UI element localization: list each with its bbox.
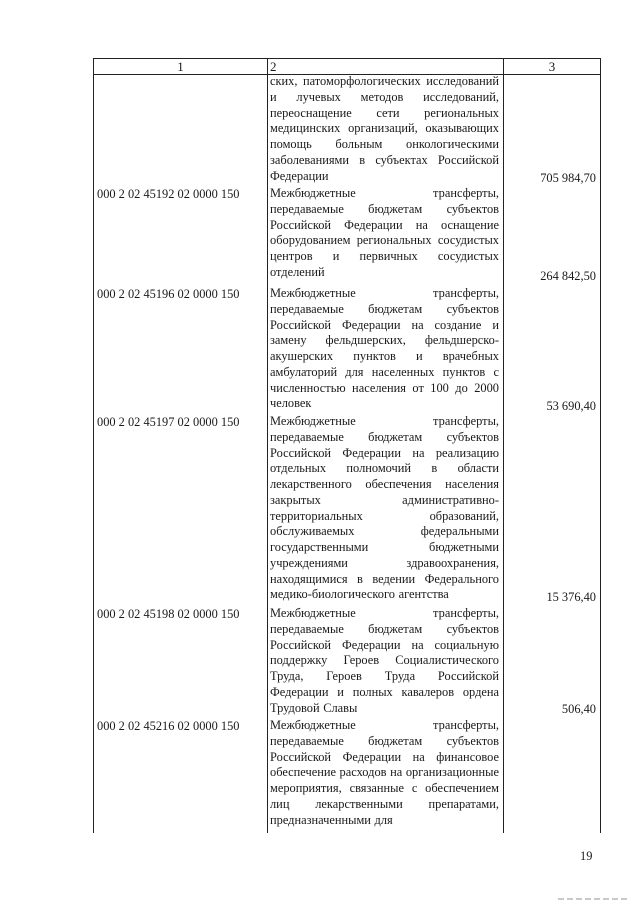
page-number: 19 (580, 849, 593, 863)
row-5-description: Межбюджетные трансферты, передаваемые бюджетам субъектов Российской Федерации на финансовое обеспечение расходов на организационные мероприятия, связанные с обеспечением лиц лекарственными препаратами, предназначенными для (270, 718, 499, 827)
table-left-border (93, 58, 94, 833)
row-0-amount: 705 984,70 (540, 171, 596, 185)
row-4-description: Межбюджетные трансферты, передаваемые бюджетам субъектов Российской Федерации на социальную поддержку Героев Социалистического Труда, Героев Труда Российской Федерации и полных кавалеров ордена Трудовой Славы (270, 606, 499, 715)
row-4-code: 000 2 02 45198 02 0000 150 (97, 607, 240, 621)
row-1-description: Межбюджетные трансферты, передаваемые бюджетам субъектов Российской Федерации на оснащение оборудованием региональных сосудистых центров и первичных сосудистых отделений (270, 186, 499, 279)
row-5-code: 000 2 02 45216 02 0000 150 (97, 719, 240, 733)
row-2-amount: 53 690,40 (546, 399, 596, 413)
row-3-code: 000 2 02 45197 02 0000 150 (97, 415, 240, 429)
row-2-description: Межбюджетные трансферты, передаваемые бюджетам субъектов Российской Федерации на создание и замену фельдшерских, фельдшерско-акушерских пунктов и врачебных амбулаторий для населенных пунктов с численностью населения от 100 до 2000 человек (270, 286, 499, 411)
header-col-2: 2 (270, 59, 277, 74)
table-right-border (600, 58, 601, 833)
scan-artifact (558, 898, 628, 900)
row-3-amount: 15 376,40 (546, 590, 596, 604)
header-col-3: 3 (548, 59, 556, 74)
column-divider-2 (503, 58, 504, 833)
row-4-amount: 506,40 (561, 702, 596, 716)
row-0-description: ских, патоморфологических исследований и лучевых методов исследований, переоснащение сети региональных медицинских организаций, оказывающих помощь больным онкологическими заболеваниями в субъектах Российской Федерации (270, 74, 499, 183)
column-divider-1 (267, 58, 268, 833)
row-1-amount: 264 842,50 (540, 269, 596, 283)
header-col-1: 1 (177, 59, 184, 74)
row-1-code: 000 2 02 45192 02 0000 150 (97, 187, 240, 201)
row-2-code: 000 2 02 45196 02 0000 150 (97, 287, 240, 301)
row-3-description: Межбюджетные трансферты, передаваемые бюджетам субъектов Российской Федерации на реализацию отдельных полномочий в области лекарственного обеспечения населения закрытых административно-территориальных образований, обслуживаемых федеральными государственными бюджетными учреждениями здравоохранения, находящимися в ведении Федерального медико-биологического агентства (270, 414, 499, 602)
